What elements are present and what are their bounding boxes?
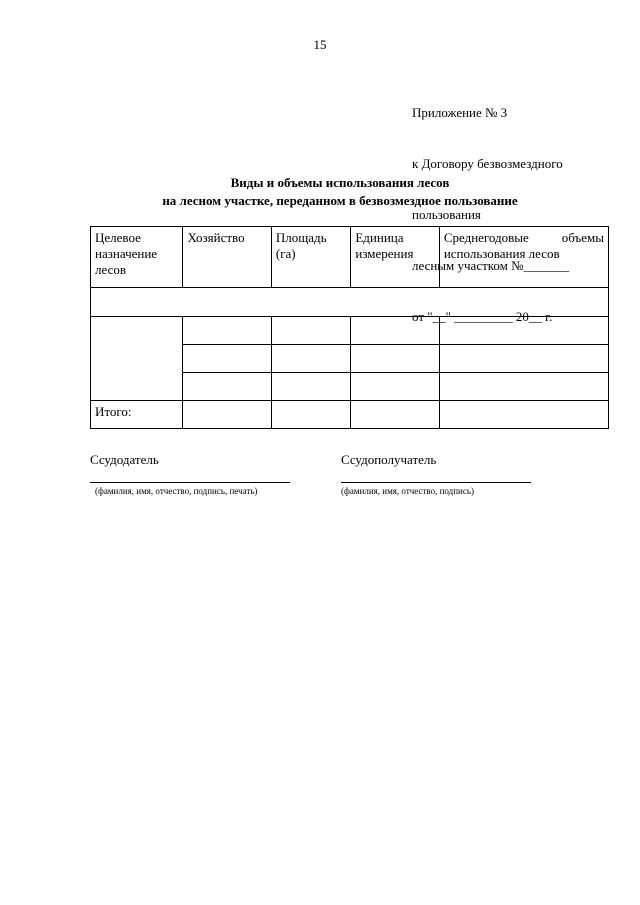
table-cell [91,317,183,401]
header-purpose [91,227,183,288]
table-total-row [91,401,609,429]
table-cell [351,373,439,401]
header-purpose-line: Целевое [95,230,141,245]
page-number: 15 [313,37,327,52]
table-cell [351,345,439,373]
appendix-line-2: к Договору безвозмездного [412,156,563,171]
table-cell [271,345,350,373]
borrower-signature-line [341,482,531,483]
header-volume-word: Среднегодовые [443,230,529,245]
table-cell [183,345,271,373]
table-cell [439,317,608,345]
header-unit [351,227,439,288]
header-area-line: Площадь [275,230,327,245]
table-cell [271,317,350,345]
appendix-line-5: от "__" _________ 20__ г. [412,309,553,324]
table-row-span [91,288,609,317]
forest-use-table [90,226,609,429]
header-purpose-line: лесов [95,262,126,277]
header-volume-line [444,230,604,246]
lender-signature-line [90,482,290,483]
appendix-line-1: Приложение № 3 [412,105,508,120]
lender-label: Ссудодатель [90,452,159,467]
header-annual-volume [439,227,608,288]
table-cell [439,345,608,373]
appendix-line-3: пользования [412,207,481,222]
table-cell [271,373,350,401]
title-line-2: на лесном участке, переданном в безвозмездное пользование [162,193,518,208]
header-area [271,227,350,288]
title-line-1: Виды и объемы использования лесов [230,175,450,190]
table-cell [439,373,608,401]
header-volume-line: использования лесов [443,246,560,261]
table-cell [439,401,608,429]
table-row [91,317,609,345]
table-cell [351,401,439,429]
table-cell [271,401,350,429]
table-cell [183,373,271,401]
appendix-line-4: лесным участком №_______ [412,258,570,273]
header-purpose-line: назначение [95,246,158,261]
table-cell [91,288,609,317]
table-cell [183,317,271,345]
header-unit-line: Единица [355,230,404,245]
table-cell [351,317,439,345]
table-header-row [91,227,609,288]
document-title [0,174,640,210]
borrower-caption: (фамилия, имя, отчество, подпись) [341,486,474,496]
header-unit-line: измерения [355,246,414,261]
header-volume-word: объемы [561,230,604,245]
total-label: Итого: [91,401,183,429]
header-area-line: (га) [275,246,296,261]
table-cell [183,401,271,429]
borrower-label: Ссудополучатель [341,452,437,467]
lender-caption: (фамилия, имя, отчество, подпись, печать) [95,486,258,496]
header-farm: Хозяйство [183,227,271,288]
